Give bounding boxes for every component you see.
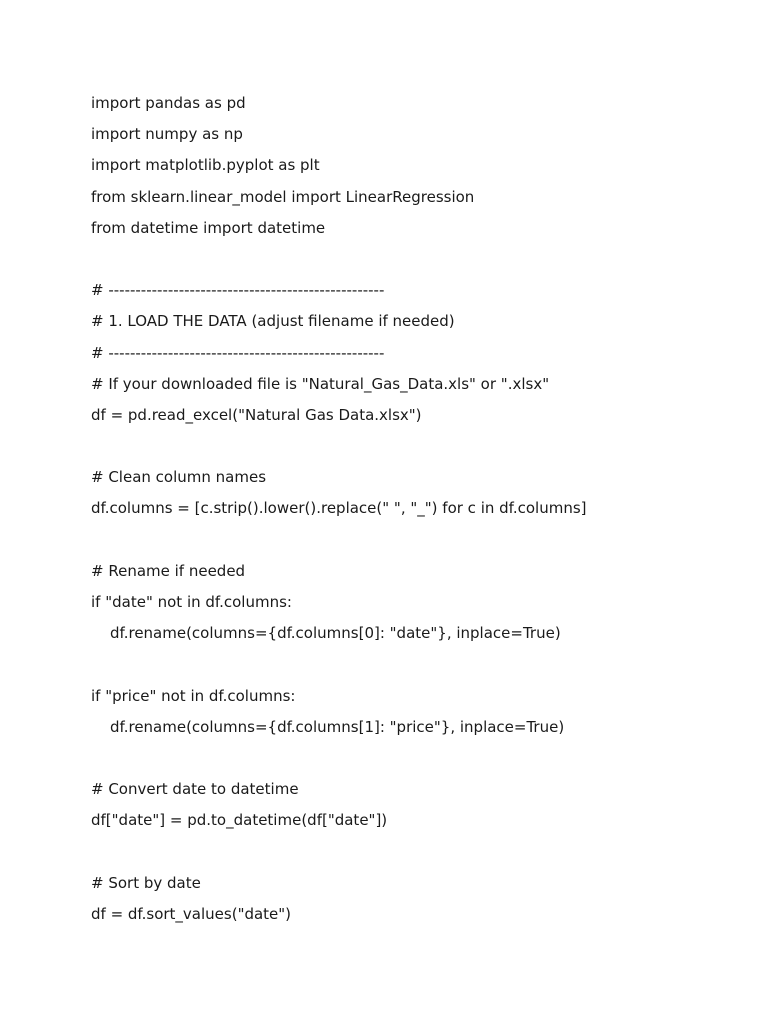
code-line: if "date" not in df.columns:	[91, 593, 292, 611]
comment-line: # Convert date to datetime	[91, 780, 299, 799]
blank-line	[91, 837, 731, 868]
comment-line: # Rename if needed	[91, 561, 246, 580]
blank-line	[91, 525, 731, 556]
code-line: import matplotlib.pyplot as plt	[91, 156, 320, 175]
comment-line: # Clean column names	[91, 468, 267, 487]
code-line: df["date"] = pd.to_datetime(df["date"])	[91, 811, 388, 830]
code-line: if "price" not in df.columns:	[91, 686, 296, 705]
code-line: from datetime import datetime	[91, 218, 326, 237]
blank-line	[91, 649, 731, 680]
code-line: import pandas as pd	[91, 94, 246, 112]
code-listing	[91, 88, 731, 930]
code-line: df = df.sort_values("date")	[91, 904, 292, 923]
code-line: df = pd.read_excel("Natural Gas Data.xlsx")	[91, 405, 422, 424]
comment-line: # 1. LOAD THE DATA (adjust filename if needed)	[91, 312, 455, 331]
comment-line: # ---------------------------------------------------	[91, 343, 385, 362]
blank-line	[91, 431, 731, 462]
blank-line	[91, 743, 731, 774]
comment-line: # ---------------------------------------------------	[91, 281, 385, 300]
code-line: df.columns = [c.strip().lower().replace(" ", "_") for c in df.columns]	[91, 499, 587, 518]
code-line: import numpy as np	[91, 125, 243, 144]
code-line: df.rename(columns={df.columns[1]: "price"}, inplace=True)	[110, 717, 565, 736]
code-line: from sklearn.linear_model import LinearRegression	[91, 187, 475, 206]
blank-line	[91, 244, 731, 275]
comment-line: # If your downloaded file is "Natural_Gas_Data.xls" or ".xlsx"	[91, 374, 550, 393]
comment-line: # Sort by date	[91, 873, 201, 892]
code-line: df.rename(columns={df.columns[0]: "date"}, inplace=True)	[110, 624, 561, 643]
